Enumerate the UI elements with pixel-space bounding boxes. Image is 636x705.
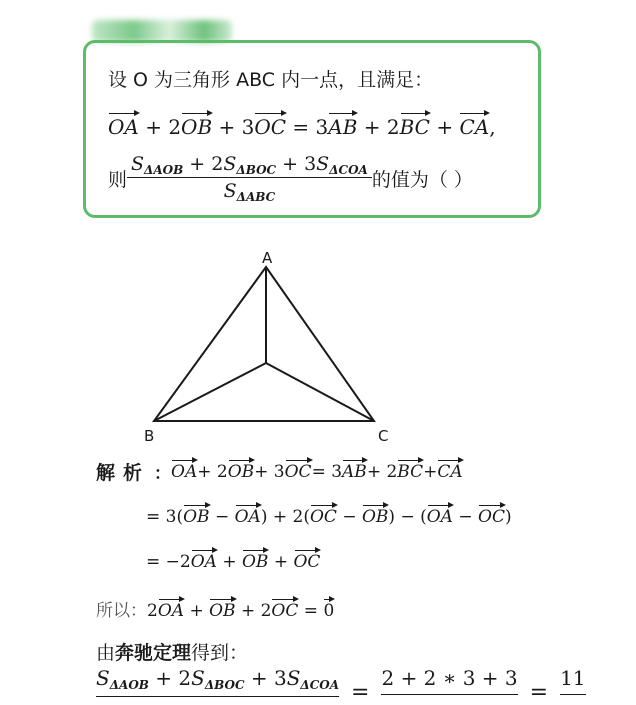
vector-ca: CA (459, 115, 490, 139)
solution-line-5: 由奔驰定理得到： (96, 642, 249, 664)
vector-ob: OB (181, 115, 213, 139)
problem-box (83, 40, 541, 218)
vector-oc: OC (254, 115, 287, 139)
blurred-tab-decoration (92, 20, 232, 42)
vertex-label-b: B (144, 427, 155, 445)
solution-label: 解析 (96, 462, 151, 484)
benz-theorem: 奔驰定理 (115, 642, 192, 664)
vertex-label-c: C (378, 427, 389, 445)
segment-ob (154, 363, 266, 421)
vector-ab: AB (328, 115, 358, 139)
segment-oc (266, 363, 374, 421)
question-suffix: 的值为（ ） (371, 169, 473, 191)
solution-line-4: 所以：2OA + OB + 2OC = 0 (96, 601, 335, 621)
problem-condition: OA + 2OB + 3OC = 3AB + 2BC + CA, (108, 115, 496, 139)
bottom-middle-numerator: 2 + 2 ∗ 3 + 3 (381, 666, 517, 695)
problem-question (108, 153, 473, 204)
fraction-denominator: $S_{\Delta ABC}$ (127, 177, 372, 204)
vector-bc: BC (399, 115, 430, 139)
vertex-label-a: A (262, 249, 273, 267)
fraction-numerator: $S_{\Delta AOB} + 2S_{\Delta BOC} + 3S_{\Delta COA}$ (131, 153, 368, 177)
solution-line-2: = 3(OB − OA) + 2(OC − OB) − (OA − OC) (146, 507, 512, 527)
solution-line-1: 解析 ： OA + 2 OB + 3 OC = 3 AB + 2 BC + CA (96, 458, 463, 485)
area-ratio-fraction (129, 153, 370, 204)
question-prefix: 则 (108, 169, 128, 191)
solution-bottom-equation: $S_{\Delta AOB} + 2S_{\Delta BOC} + 3S_{\Delta COA}$ = 2 + 2 ∗ 3 + 3 = 11 (96, 666, 586, 705)
solution-line-3: = −2OA + OB + OC (146, 552, 321, 572)
vector-oa: OA (108, 115, 139, 139)
triangle-diagram (140, 245, 400, 445)
bottom-result-numerator: 11 (560, 666, 585, 695)
problem-statement: 设 O 为三角形 ABC 内一点，且满足： (108, 69, 434, 91)
bottom-numerator: $S_{\Delta AOB} + 2S_{\Delta BOC} + 3S_{\Delta COA}$ (96, 666, 339, 697)
triangle-abc (154, 267, 374, 421)
